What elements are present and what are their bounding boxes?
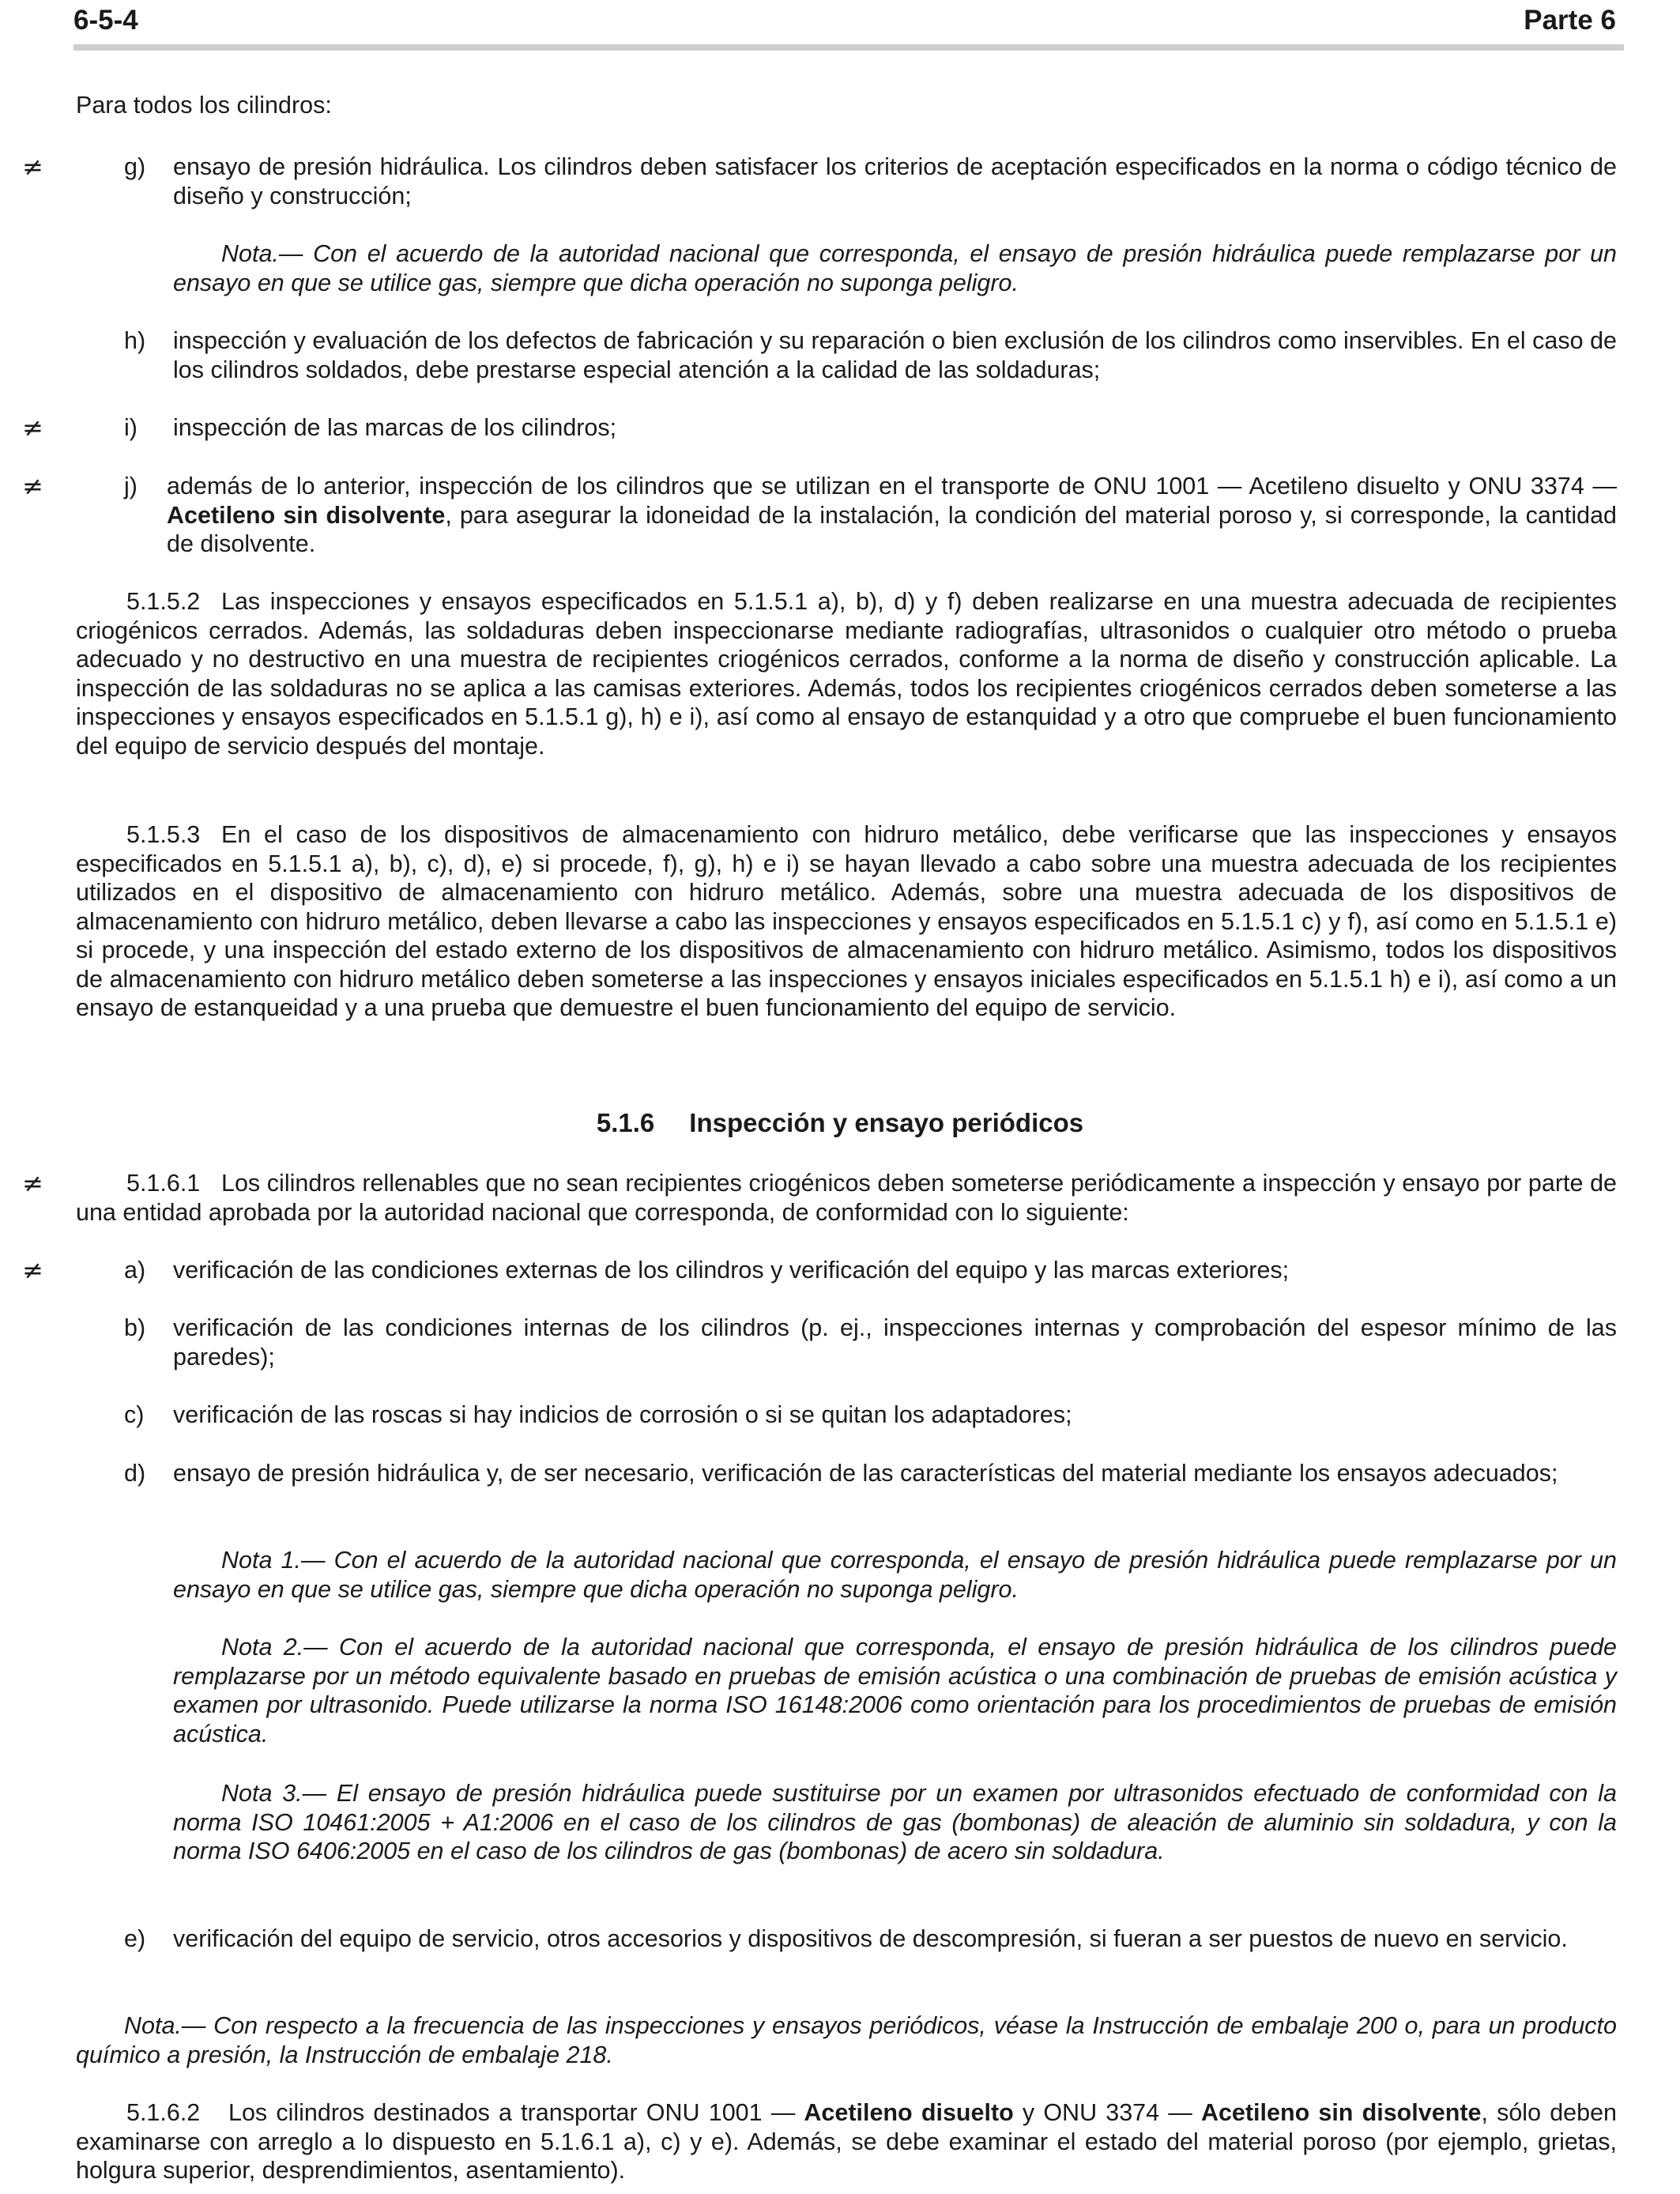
page-code: 6-5-4: [73, 5, 138, 36]
item-text-c: verificación de las roscas si hay indicios de corrosión o si se quitan los adaptadores;: [173, 1401, 1072, 1428]
note-3: Nota 3.— El ensayo de presión hidráulica puede sustituirse por un examen por ultrasonidos efectuado de conformidad con la norma ISO 10461:2005 + A1:2006 en el caso de los cilindros de gas (bombonas) de aleación de aluminio sin soldadura, y con la norma ISO 6406:2005 en el caso de los cilindros de gas (bombonas) de acero sin soldadura.: [173, 1780, 1617, 1864]
bold-term: Acetileno sin disolvente: [167, 501, 446, 529]
part-label: Parte 6: [1524, 5, 1616, 36]
item-text-i: inspección de las marcas de los cilindros;: [173, 414, 617, 441]
paragraph-5-1-6-1: 5.1.6.1 Los cilindros rellenables que no sean recipientes criogénicos deben someterse periódicamente a inspección y ensayo por parte de una entidad aprobada por la autoridad nacional que corresponda, de conformidad con lo siguiente:: [76, 1170, 1617, 1226]
bold-term: Acetileno sin disolvente: [1200, 2099, 1482, 2126]
item-label-j: j): [124, 473, 137, 499]
item-label-c: c): [124, 1401, 145, 1428]
note-2: Nota 2.— Con el acuerdo de la autoridad nacional que corresponda, el ensayo de presión hidráulica de los cilindros puede remplazarse por un método equivalente basado en pruebas de emisión acústica o una combinación de pruebas de emisión acústica y examen por ultrasonido. Puede utilizarse la norma ISO 16148:2006 como orientación para los procedimientos de pruebas de emisión acústica.: [173, 1634, 1617, 1747]
paragraph-number: 5.1.6.1: [126, 1170, 201, 1197]
change-mark: ≠: [22, 1168, 43, 1198]
change-mark: ≠: [22, 152, 43, 182]
intro-text: Para todos los cilindros:: [76, 92, 332, 119]
page-header: [73, 0, 1624, 52]
change-mark: ≠: [22, 1255, 43, 1285]
header-rule: [73, 44, 1624, 51]
item-label-a: a): [124, 1257, 146, 1284]
item-text-h: inspección y evaluación de los defectos de fabricación y su reparación o bien exclusión de los cilindros como inservibles. En el caso de los cilindros soldados, debe prestarse especial atención a la calidad de las soldaduras;: [173, 327, 1617, 383]
change-mark: ≠: [22, 471, 43, 501]
note-hydraulic-test: Nota.— Con el acuerdo de la autoridad nacional que corresponda, el ensayo de presión hidráulica puede remplazarse por un ensayo en que se utilice gas, siempre que dicha operación no suponga peligro.: [173, 240, 1617, 296]
paragraph-5-1-6-2: 5.1.6.2 Los cilindros destinados a transportar ONU 1001 — Acetileno disuelto y ONU 3374 — Acetileno sin disolvente, sólo deben examinarse con arreglo a lo dispuesto en 5.1.6.1 a), c) y e). Además, se debe examinar el estado del material poroso (por ejemplo, grietas, holgura superior, desprendimientos, asentamiento).: [76, 2099, 1618, 2184]
item-label-d: d): [124, 1460, 146, 1487]
item-label-h: h): [124, 327, 146, 354]
note-1: Nota 1.— Con el acuerdo de la autoridad nacional que corresponda, el ensayo de presión hidráulica puede remplazarse por un ensayo en que se utilice gas, siempre que dicha operación no suponga peligro.: [173, 1547, 1617, 1603]
paragraph-number: 5.1.5.3: [126, 821, 201, 848]
item-text-d: ensayo de presión hidráulica y, de ser necesario, verificación de las características del material mediante los ensayos adecuados;: [173, 1460, 1558, 1487]
change-mark: ≠: [22, 413, 43, 443]
paragraph-number: 5.1.5.2: [126, 588, 201, 615]
item-label-b: b): [124, 1314, 146, 1341]
note-frequency: Nota.— Con respecto a la frecuencia de las inspecciones y ensayos periódicos, véase la Instrucción de embalaje 200 o, para un producto químico a presión, la Instrucción de embalaje 218.: [76, 2012, 1617, 2068]
item-text-g: ensayo de presión hidráulica. Los cilindros deben satisfacer los criterios de aceptación especificados en la norma o código técnico de diseño y construcción;: [173, 153, 1617, 209]
item-label-e: e): [124, 1925, 146, 1952]
item-text-a: verificación de las condiciones externas de los cilindros y verificación del equipo y las marcas exteriores;: [173, 1257, 1290, 1284]
paragraph-5-1-5-3: 5.1.5.3 En el caso de los dispositivos de almacenamiento con hidruro metálico, debe verificarse que las inspecciones y ensayos especificados en 5.1.5.1 a), b), c), d), e) si procede, f), g), h) e i) se hayan llevado a cabo sobre una muestra adecuada de los recipientes utilizados en el dispositivo de almacenamiento con hidruro metálico. Además, sobre una muestra adecuada de los dispositivos de almacenamiento con hidruro metálico, deben llevarse a cabo las inspecciones y ensayos especificados en 5.1.5.1 c) y f), así como en 5.1.5.1 e) si procede, y una inspección del estado externo de los dispositivos de almacenamiento con hidruro metálico. Asimismo, todos los dispositivos de almacenamiento con hidruro metálico deben someterse a las inspecciones y ensayos iniciales especificados en 5.1.5.1 h) e i), así como a un ensayo de estanqueidad y a una prueba que demuestre el buen funcionamiento del equipo de servicio.: [76, 821, 1617, 1021]
item-label-g: g): [124, 153, 146, 180]
paragraph-number: 5.1.6.2: [126, 2099, 201, 2126]
section-title: Inspección y ensayo periódicos: [689, 1108, 1084, 1137]
section-heading: [0, 1108, 1680, 1138]
bold-term: Acetileno disuelto: [804, 2099, 1014, 2126]
item-text-b: verificación de las condiciones internas de los cilindros (p. ej., inspecciones internas y comprobación del espesor mínimo de las paredes);: [173, 1314, 1617, 1370]
item-label-i: i): [124, 414, 137, 441]
item-text-e: verificación del equipo de servicio, otros accesorios y dispositivos de descompresión, si fueran a ser puestos de nuevo en servicio.: [173, 1925, 1568, 1952]
paragraph-5-1-5-2: 5.1.5.2 Las inspecciones y ensayos especificados en 5.1.5.1 a), b), d) y f) deben realizarse en una muestra adecuada de recipientes criogénicos cerrados. Además, las soldaduras deben inspeccionarse mediante radiografías, ultrasonidos o cualquier otro método o prueba adecuado y no destructivo en una muestra de recipientes criogénicos cerrados, conforme a la norma de diseño y construcción aplicable. La inspección de las soldaduras no se aplica a las camisas exteriores. Además, todos los recipientes criogénicos cerrados deben someterse a las inspecciones y ensayos especificados en 5.1.5.1 g), h) e i), así como al ensayo de estanquidad y a otro que compruebe el buen funcionamiento del equipo de servicio después del montaje.: [76, 588, 1617, 760]
section-number: 5.1.6: [596, 1108, 655, 1137]
item-text-j: además de lo anterior, inspección de los cilindros que se utilizan en el transporte de ONU 1001 — Acetileno disuelto y ONU 3374 — Acetileno sin disolvente, para asegurar la idoneidad de la instalación, la condición del material poroso y, si corresponde, la cantidad de disolvente.: [167, 473, 1617, 557]
